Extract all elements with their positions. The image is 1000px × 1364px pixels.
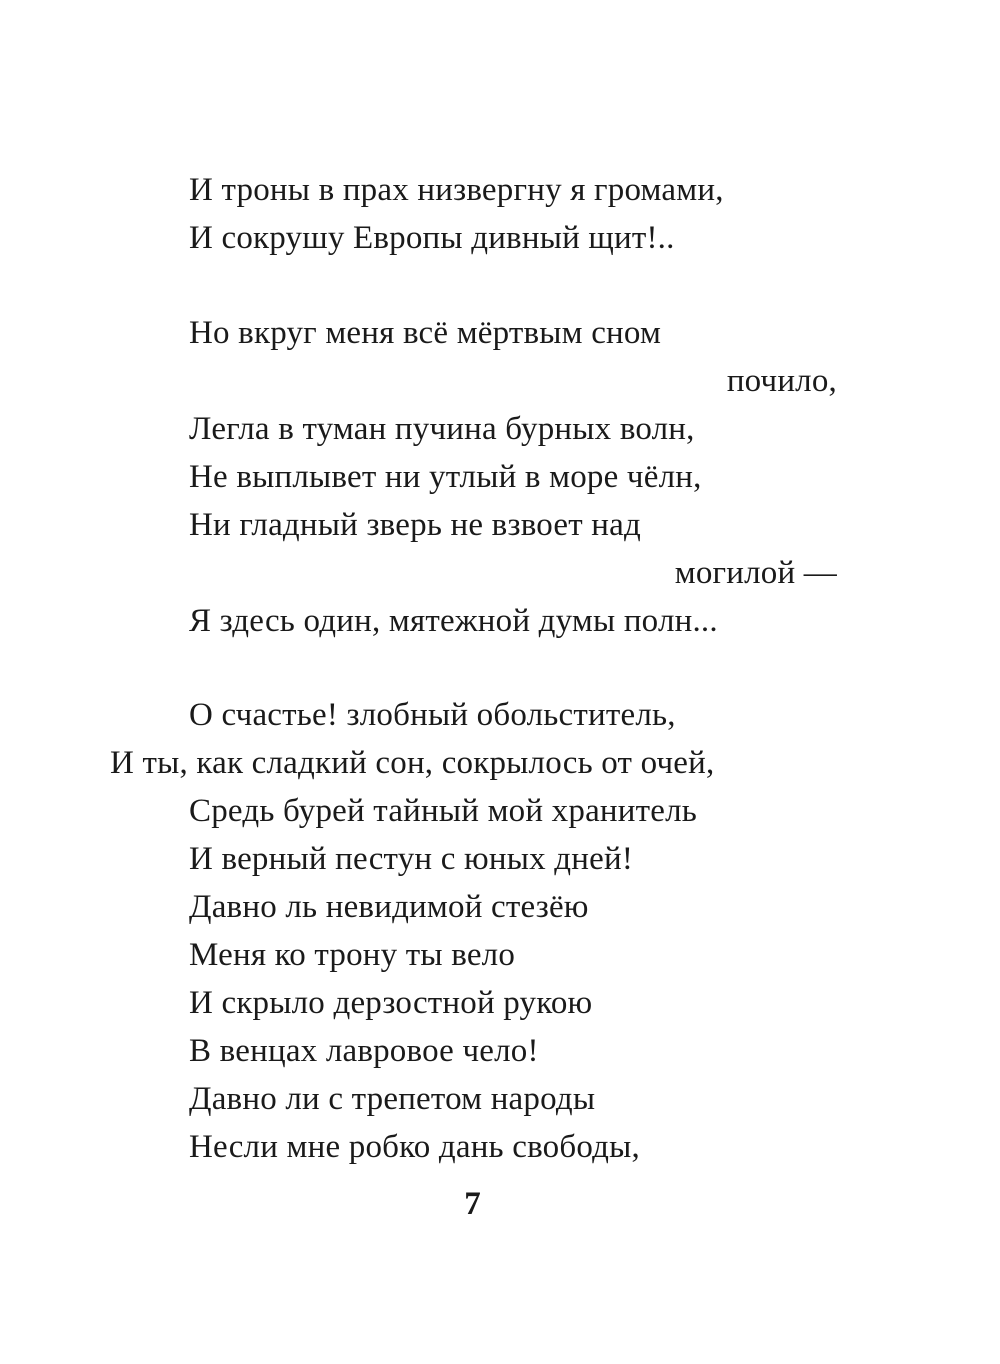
poem-line: Средь бурей тайный мой хранитель [189, 793, 698, 829]
poem-line: Но вкруг меня всё мёртвым сном [189, 315, 662, 351]
poem-line: О счастье! злобный обольститель, [189, 697, 676, 733]
poem-line: Ни гладный зверь не взвоет над [189, 507, 641, 543]
poem-line-continuation: могилой — [674, 555, 837, 591]
poem-line: И верный пестун с юных дней! [189, 841, 634, 877]
page-number: 7 [464, 1186, 481, 1222]
poem-line: В венцах лавровое чело! [189, 1033, 539, 1069]
poem-line: И скрыло дерзостной рукою [189, 985, 593, 1021]
poem-line-continuation: почило, [726, 363, 837, 399]
poem-line: Несли мне робко дань свободы, [189, 1129, 640, 1165]
poem-line: Давно ль невидимой стезёю [189, 889, 589, 925]
poem-line: Я здесь один, мятежной думы полн... [189, 603, 718, 639]
poem-line: И сокрушу Европы дивный щит!.. [189, 220, 675, 256]
poem-line: И ты, как сладкий сон, сокрылось от очей, [110, 745, 715, 781]
poem-line: И троны в прах низвергну я громами, [189, 172, 724, 208]
poem-line: Не выплывет ни утлый в море чёлн, [189, 459, 702, 495]
poem-line: Давно ли с трепетом народы [189, 1081, 596, 1117]
poem-line: Меня ко трону ты вело [189, 937, 516, 973]
poem-line: Легла в туман пучина бурных волн, [189, 411, 695, 447]
